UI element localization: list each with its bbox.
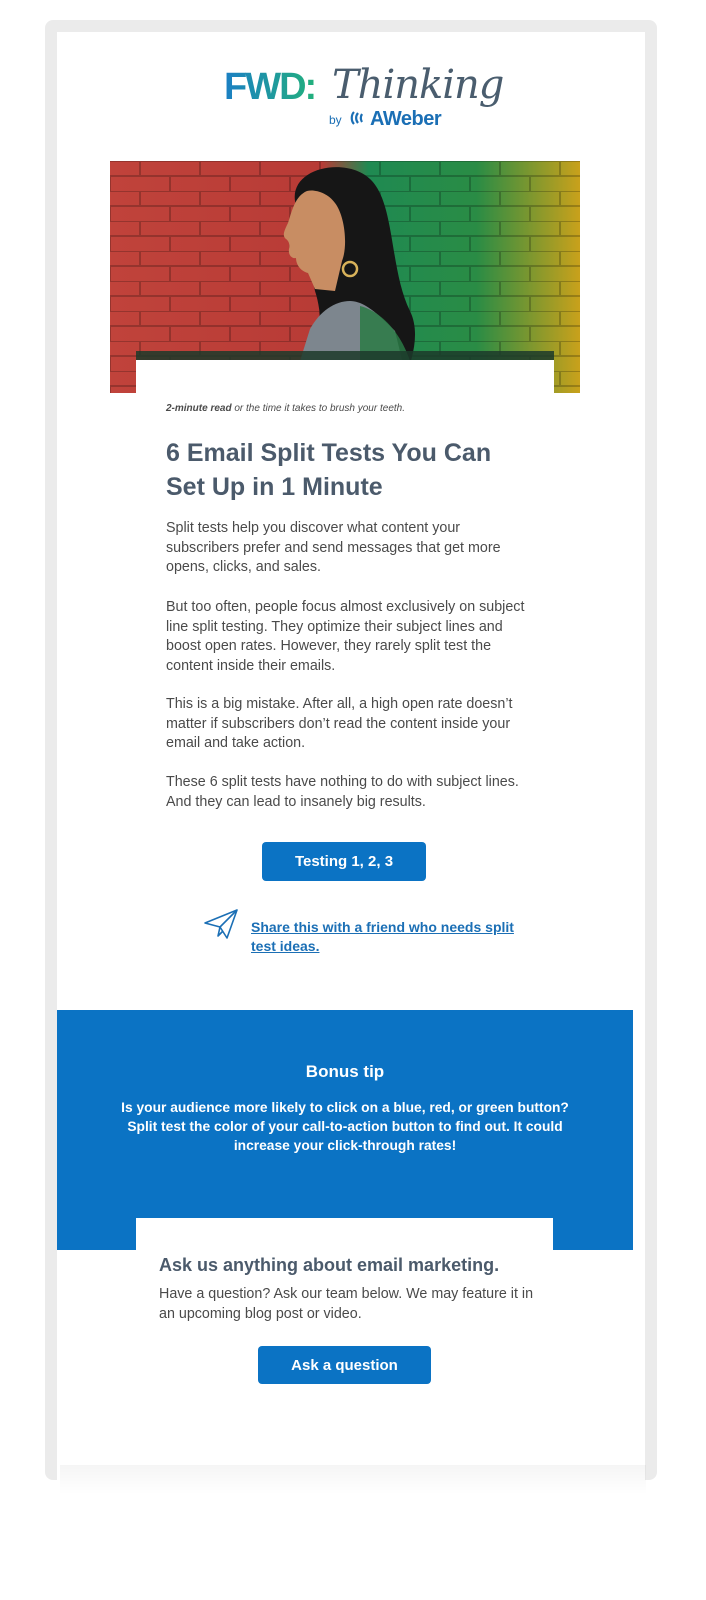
paragraph-intro: Split tests help you discover what content your subscribers prefer and send messages that get more opens, clicks, and sales.	[166, 520, 501, 575]
testing-cta-button[interactable]: Testing 1, 2, 3	[262, 842, 426, 881]
hero-illustration	[110, 161, 580, 393]
read-time-suffix: or the time it takes to brush your teeth.	[231, 403, 405, 414]
hero-image	[110, 161, 580, 393]
bonus-tip-section	[57, 1010, 633, 1250]
read-time-note	[166, 403, 405, 414]
bonus-tip-text: Is your audience more likely to click on a blue, red, or green button? Split test the color of your call-to-action button to find out. It could increase your click-through rates!	[121, 1100, 569, 1153]
share-link[interactable]: Share this with a friend who needs split test ideas.	[251, 919, 514, 954]
paragraph-results: These 6 split tests have nothing to do with subject lines. And they can lead to insanely big results.	[166, 774, 519, 810]
bonus-tip-title: Bonus tip	[305, 1062, 385, 1081]
paragraph-mistake: This is a big mistake. After all, a high open rate doesn’t matter if subscribers don’t read the content inside your email and take action.	[166, 696, 513, 751]
logo-by-text: by	[329, 113, 342, 127]
aweber-mark-icon	[350, 109, 368, 127]
paragraph-problem: But too often, people focus almost exclusively on subject line split testing. They optimize their subject lines and boost open rates. However, they rarely split test the content inside their emails.	[166, 599, 525, 674]
article-headline: 6 Email Split Tests You Can Set Up in 1 Minute	[166, 439, 492, 501]
logo-aweber-text: AWeber	[370, 108, 442, 130]
ask-title: Ask us anything about email marketing.	[159, 1255, 500, 1275]
ask-text: Have a question? Ask our team below. We may feature it in an upcoming blog post or video.	[159, 1286, 534, 1322]
logo-thinking-text: Thinking	[332, 62, 504, 108]
logo-fwd-text: FWD:	[224, 66, 316, 108]
fwd-thinking-logo[interactable]	[224, 62, 504, 136]
card-shadow	[60, 1465, 646, 1495]
paper-plane-icon[interactable]	[203, 908, 239, 940]
ask-question-button[interactable]: Ask a question	[258, 1346, 431, 1384]
read-time-bold: 2-minute read	[166, 403, 232, 414]
